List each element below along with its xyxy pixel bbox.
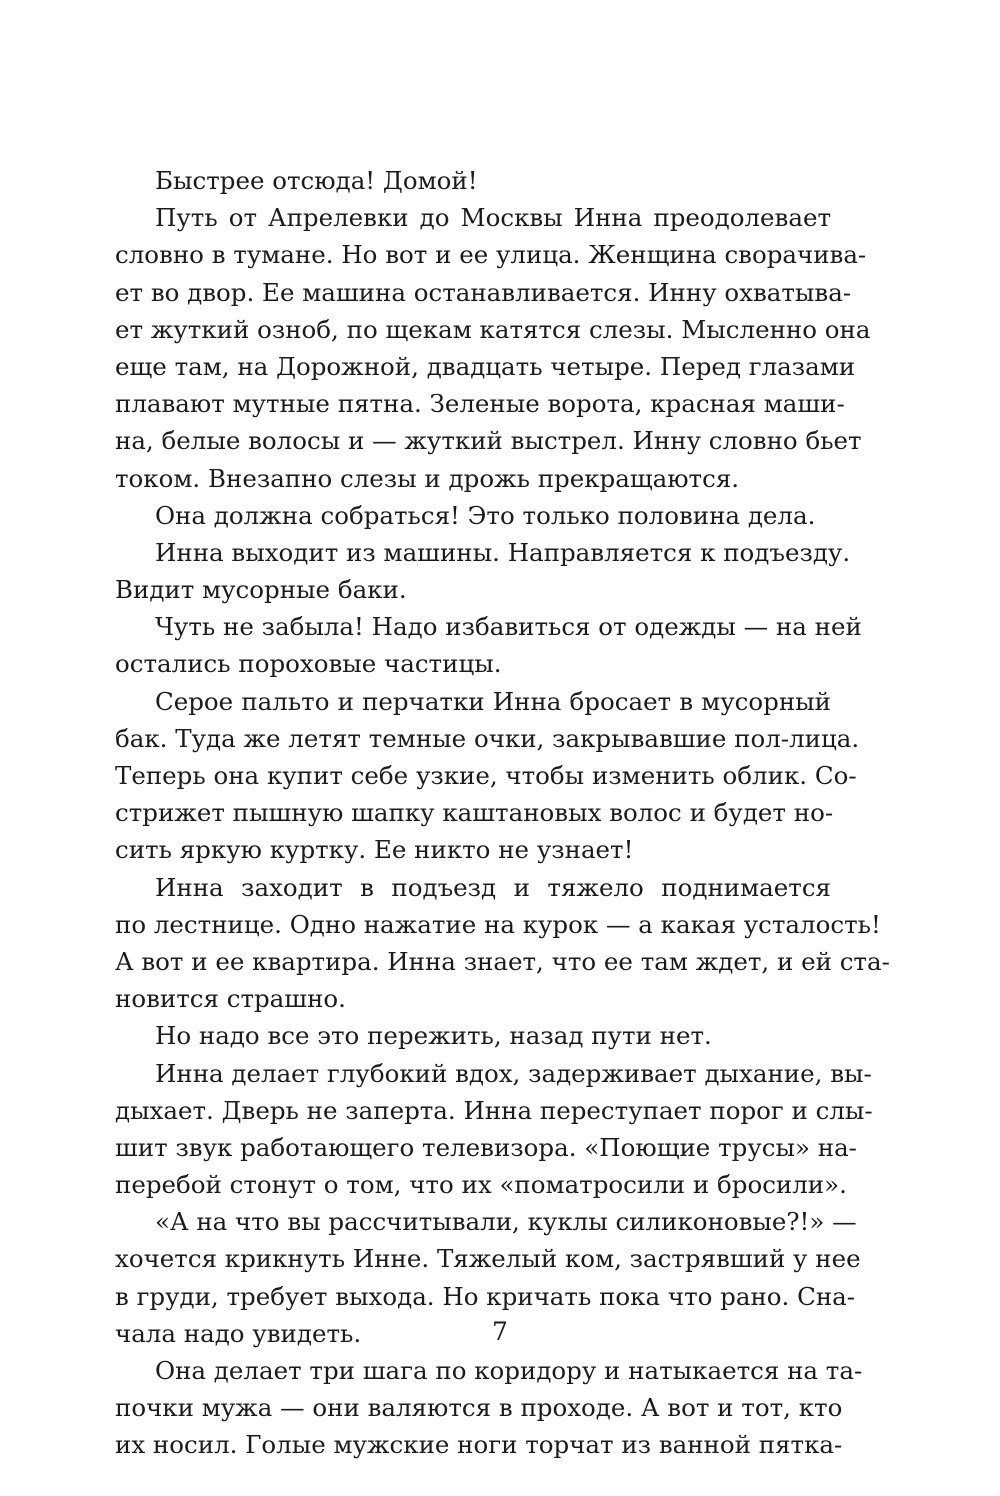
text-line: Но надо все это пережить, назад пути нет. [155, 1021, 712, 1051]
text-line: дыхает. Дверь не заперта. Инна переступает порог и слы- [115, 1095, 873, 1125]
text-line: шит звук работающего телевизора. «Поющие трусы» на- [115, 1132, 857, 1162]
text-line: почки мужа — они валяются в проходе. А вот и тот, кто [115, 1393, 843, 1423]
text-line: Она делает три шага по коридору и натыкается на та- [155, 1356, 863, 1385]
text-line: «А на что вы рассчитывали, куклы силиконовые?!» — [155, 1207, 857, 1237]
text-line: ет во двор. Ее машина останавливается. Инну охватыва- [115, 277, 852, 307]
text-line: словно в тумане. Но вот и ее улица. Женщина сворачива- [115, 240, 867, 270]
text-line: плавают мутные пятна. Зеленые ворота, красная маши- [115, 389, 845, 419]
text-line: еще там, на Дорожной, двадцать четыре. Перед глазами [115, 351, 856, 381]
text-line: Путь от Апрелевки до Москвы Инна преодолевает [155, 203, 831, 233]
text-line: новится страшно. [115, 984, 346, 1014]
text-line: их носил. Голые мужские ноги торчат из ванной пятка- [115, 1430, 843, 1460]
text-line: Серое пальто и перчатки Инна бросает в мусорный [155, 686, 831, 716]
text-line: бак. Туда же летят темные очки, закрывавшие пол-лица. [115, 723, 860, 753]
body-text [115, 162, 890, 1464]
text-line: Она должна собраться! Это только половина дела. [155, 500, 816, 530]
text-line: перебой стонут о том, что их «поматросили и бросили». [115, 1170, 847, 1200]
text-line: на, белые волосы и — жуткий выстрел. Инну словно бьет [115, 426, 862, 456]
text-line: остались пороховые частицы. [115, 649, 502, 679]
text-line: сить яркую куртку. Ее никто не узнает! [115, 835, 634, 865]
text-line: Чуть не забыла! Надо избавиться от одежды — на ней [155, 612, 862, 642]
text-line: Инна заходит в подъезд и тяжело поднимается [155, 872, 831, 902]
text-line: Быстрее отсюда! Домой! [155, 166, 478, 195]
text-line: Теперь она купит себе узкие, чтобы изменить облик. Со- [115, 761, 857, 790]
text-line: Видит мусорные баки. [115, 575, 407, 605]
page-number: 7 [492, 1317, 508, 1346]
text-line: хочется крикнуть Инне. Тяжелый ком, застрявший у нее [115, 1244, 861, 1274]
text-line: в груди, требует выхода. Но кричать пока что рано. Сна- [115, 1281, 856, 1311]
text-line: током. Внезапно слезы и дрожь прекращаются. [115, 463, 740, 493]
text-line: ет жуткий озноб, по щекам катятся слезы. Мысленно она [115, 314, 871, 344]
text-line: чала надо увидеть. [115, 1318, 362, 1348]
text-line: по лестнице. Одно нажатие на курок — а какая усталость! [115, 909, 881, 939]
text-line: А вот и ее квартира. Инна знает, что ее там ждет, и ей ста- [115, 946, 890, 976]
text-line: стрижет пышную шапку каштановых волос и будет но- [115, 798, 834, 828]
text-line: Инна выходит из машины. Направляется к подъезду. [155, 537, 851, 567]
text-line: Инна делает глубокий вдох, задерживает дыхание, вы- [155, 1058, 872, 1088]
